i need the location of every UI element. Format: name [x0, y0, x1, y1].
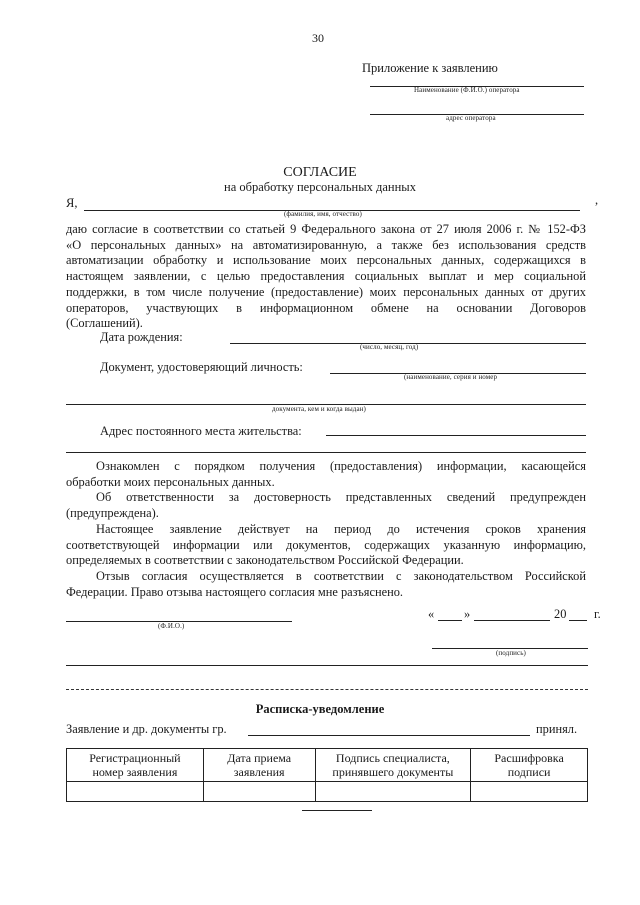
receipt-title: Расписка-уведомление — [255, 702, 385, 716]
paragraph-line: (предупреждена). — [66, 506, 159, 521]
date-month-line — [474, 620, 550, 621]
paragraph-line: соответствующей информации или документов, содержащих указанную информацию, — [66, 537, 586, 552]
identity-document-issued-caption: документа, кем и когда выдан) — [272, 405, 366, 413]
birth-date-label: Дата рождения: — [100, 330, 183, 344]
paragraph-validity — [66, 522, 586, 569]
date-year-suffix: г. — [594, 607, 601, 621]
address-line-2 — [66, 452, 586, 453]
col-header-reg-number: Регистрационный номер заявления — [67, 749, 204, 782]
paragraph-line: Федерации. Право отзыва настоящего согласия мне разъяснено. — [66, 584, 404, 599]
date-year-line — [569, 620, 587, 621]
table-cell — [67, 782, 204, 802]
paragraph-responsibility — [66, 490, 586, 521]
full-name-caption: (фамилия, имя, отчество) — [284, 210, 362, 218]
table-row — [67, 782, 588, 802]
table-header-row — [67, 749, 588, 782]
appendix-label: Приложение к заявлению — [362, 61, 498, 75]
document-title: СОГЛАСИЕ — [283, 165, 357, 180]
receipt-text: Заявление и др. документы гр. — [66, 722, 227, 736]
signature-line-2 — [66, 665, 588, 666]
paragraph-line: Ознакомлен с порядком получения (предоставления) информации, касающейся — [96, 459, 586, 473]
date-day-line — [438, 620, 462, 621]
operator-name-caption: Наименование (Ф.И.О.) оператора — [414, 86, 520, 94]
receipt-name-line — [248, 735, 530, 736]
operator-address-caption: адрес оператора — [446, 114, 496, 122]
consent-line: настоящем заявлении, с целью предоставления социальных выплат и мер социальной — [66, 269, 586, 284]
receipt-accepted: принял. — [536, 722, 578, 736]
address-line — [326, 435, 586, 436]
consent-line: «О персональных данных» на автоматизированную, а также без использования средств — [66, 237, 586, 252]
acknowledgement-paragraphs — [66, 459, 586, 600]
identity-document-label: Документ, удостоверяющий личность: — [100, 360, 303, 374]
col-header-specialist-signature: Подпись специалиста, принявшего документы — [315, 749, 471, 782]
table-cell — [471, 782, 588, 802]
paragraph-line: обработки моих персональных данных. — [66, 474, 275, 489]
address-label: Адрес постоянного места жительства: — [100, 424, 302, 438]
registration-table — [66, 748, 588, 802]
date-open-quote: « — [428, 607, 435, 621]
paragraph-familiarized — [66, 459, 586, 490]
consent-line: операторов, участвующих в информационном обмене на основании Договоров — [66, 300, 586, 315]
signer-name-caption: (Ф.И.О.) — [158, 622, 185, 630]
date-year-prefix: 20 — [554, 607, 567, 621]
paragraph-line: определяемых в соответствии с законодательством Российской Федерации. — [66, 553, 464, 568]
consent-line: автоматизации обработку и использование моих персональных данных, содержащихся в — [66, 253, 586, 268]
consent-line: даю согласие в соответствии со статьей 9 Федерального закона от 27 июля 2006 г. № 152-ФЗ — [66, 222, 586, 236]
page-number: 30 — [312, 31, 324, 45]
birth-date-caption: (число, месяц, год) — [360, 343, 419, 351]
full-name-comma: , — [595, 193, 599, 207]
signature-caption: (подпись) — [496, 649, 526, 657]
date-close-quote: » — [464, 607, 471, 621]
paragraph-line: Отзыв согласия осуществляется в соответствии с законодательством Российской — [96, 568, 586, 583]
cut-line — [66, 689, 588, 690]
footer-line — [302, 810, 372, 811]
consent-text — [66, 222, 586, 332]
identity-document-caption: (наименование, серия и номер — [404, 373, 498, 381]
paragraph-line: Настоящее заявление действует на период до истечения сроков хранения — [96, 521, 586, 536]
document-subtitle: на обработку персональных данных — [224, 180, 416, 194]
col-header-signature-decoding: Расшифровка подписи — [471, 749, 588, 782]
i-label: Я, — [66, 196, 78, 210]
consent-line: (Соглашений). — [66, 316, 143, 331]
table-cell — [203, 782, 315, 802]
consent-line: поддержки, в том числе получение (предоставление) моих персональных данных от других — [66, 284, 586, 299]
paragraph-withdrawal — [66, 569, 586, 600]
table-cell — [315, 782, 471, 802]
col-header-receipt-date: Дата приема заявления — [203, 749, 315, 782]
paragraph-line: Об ответственности за достоверность представленных сведений предупрежден — [96, 490, 586, 505]
